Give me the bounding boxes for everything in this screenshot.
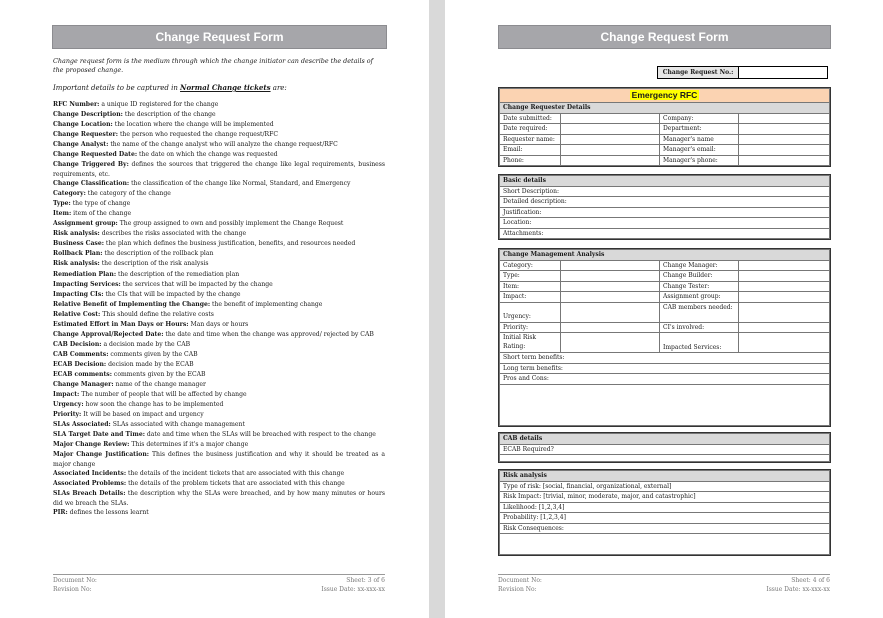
definition-item (53, 110, 385, 120)
analysis-label: Change Tester: (660, 281, 739, 292)
normal-change-link[interactable]: Normal Change tickets (180, 83, 271, 92)
definition-item (53, 179, 385, 189)
basic-header: Basic details (500, 176, 830, 187)
analysis-field[interactable] (739, 281, 830, 292)
requester-label: Phone: (500, 155, 561, 166)
analysis-label: Item: (500, 281, 561, 292)
definition-term: Change Classification: (53, 180, 130, 188)
definition-term: Change Description: (53, 111, 123, 119)
important-suffix: are: (270, 84, 287, 92)
analysis-label: Type: (500, 271, 561, 282)
cis-label: CI's involved: (660, 322, 739, 333)
urgency-label: Urgency: (500, 302, 561, 322)
requester-field[interactable] (561, 134, 660, 145)
requester-section (498, 87, 831, 167)
page-title: Change Request Form (498, 25, 831, 49)
definition-item (53, 440, 385, 450)
cis-field[interactable] (739, 322, 830, 333)
analysis-label: Change Manager: (660, 260, 739, 271)
definition-desc: SLAs associated with change management (110, 421, 245, 429)
definition-desc: the type of change (70, 200, 131, 208)
definition-term: Item: (53, 210, 72, 218)
risk-field[interactable]: Risk Consequences: (500, 523, 830, 534)
definition-desc: item of the change (71, 210, 132, 218)
definition-term: Assignment group: (53, 220, 118, 228)
definition-term: SLAs Breach Details: (53, 490, 126, 498)
important-prefix: Important details to be captured in (53, 84, 181, 92)
analysis-label: Change Builder: (660, 271, 739, 282)
definition-term: CAB Decision: (53, 340, 102, 348)
definition-item (53, 140, 385, 150)
requester-label: Requester name: (500, 134, 561, 145)
definition-item (53, 380, 385, 390)
definition-desc: The number of people that will be affected by change (79, 391, 247, 399)
definition-desc: the services that will be impacted by the change (120, 280, 273, 288)
requester-label: Email: (500, 145, 561, 156)
definition-term: Change Analyst: (53, 141, 109, 149)
definition-term: RFC Number: (53, 101, 100, 108)
page-left (0, 0, 429, 618)
definition-item (53, 259, 385, 269)
definition-desc: defines the sources that triggered the change like legal requirements, business requirements, etc. (53, 161, 385, 178)
definition-term: Impacting Services: (53, 280, 121, 288)
requester-label: Department: (660, 124, 739, 135)
definition-term: Impacting CIs: (53, 290, 104, 298)
basic-field[interactable]: Location: (500, 218, 830, 229)
short-term-benefits[interactable]: Short term benefits: (500, 353, 830, 364)
definition-item (53, 489, 385, 508)
definition-desc: The group assigned to own and possibly implement the Change Request (117, 220, 344, 228)
definition-desc: the details of the incident tickets that are associated with this change (126, 470, 345, 478)
analysis-field[interactable] (561, 292, 660, 303)
page-right (445, 0, 883, 618)
definition-term: Relative Benefit of Implementing the Change: (53, 300, 211, 308)
impacted-services-label: Impacted Services: (660, 333, 739, 353)
definition-item (53, 469, 385, 479)
definition-item (53, 239, 385, 249)
definition-term: Impact: (53, 391, 80, 399)
requester-label: Date required: (500, 124, 561, 135)
analysis-header: Change Management Analysis (500, 250, 830, 261)
definition-item (53, 479, 385, 489)
definition-term: Change Manager: (53, 381, 114, 389)
document-no: Document No: (498, 577, 542, 584)
change-request-no-label: Change Request No.: (658, 67, 739, 78)
analysis-label: Category: (500, 260, 561, 271)
definition-item (53, 420, 385, 430)
requester-field[interactable] (561, 145, 660, 156)
definition-item (53, 130, 385, 140)
risk-header: Risk analysis (500, 471, 830, 482)
definition-desc: the person who requested the change request/RFC (118, 131, 278, 139)
definition-desc: the CIs that will be impacted by the change (103, 290, 241, 298)
risk-field[interactable]: Likelihood: [1,2,3,4] (500, 502, 830, 513)
sheet-number: Sheet: 3 of 6 (346, 577, 385, 584)
basic-field[interactable]: Justification: (500, 207, 830, 218)
definition-term: Change Triggered By: (53, 161, 129, 169)
definition-desc: decision made by the ECAB (106, 360, 194, 368)
definition-term: SLA Target Date and Time: (53, 431, 145, 439)
definition-desc: the category of the change (85, 190, 171, 198)
requester-field[interactable] (561, 155, 660, 166)
risk-consequences-field[interactable] (500, 534, 830, 555)
document-no: Document No: (53, 577, 97, 584)
requester-field[interactable] (739, 155, 830, 166)
requester-field[interactable] (739, 124, 830, 135)
definition-item (53, 100, 385, 110)
requester-field[interactable] (561, 113, 660, 124)
definition-item (53, 300, 385, 310)
definition-item (53, 199, 385, 209)
analysis-field[interactable] (739, 292, 830, 303)
definition-term: Urgency: (53, 401, 84, 409)
definition-term: Associated Problems: (53, 480, 127, 488)
definition-desc: how soon the change has to be implemented (83, 401, 224, 409)
analysis-field[interactable] (739, 260, 830, 271)
definition-item (53, 229, 385, 239)
definition-desc: the description why the SLAs were breached, and by how many minutes or hours did we breach the SLAs. (53, 490, 385, 507)
requester-label: Manager's phone: (660, 155, 739, 166)
definition-desc: the location where the change will be implemented (112, 121, 274, 129)
definition-term: CAB Comments: (53, 350, 109, 358)
definition-desc: comments given by the ECAB (111, 370, 206, 378)
definition-desc: the details of the problem tickets that are associated with this change (126, 480, 345, 488)
revision-no: Revision No: (498, 586, 537, 593)
footer (53, 574, 385, 593)
sheet-number: Sheet: 4 of 6 (791, 577, 830, 584)
definition-item (53, 310, 385, 320)
definition-term: Change Requested Date: (53, 151, 138, 159)
definition-desc: It will be based on impact and urgency (81, 411, 204, 419)
cab-blank[interactable] (500, 455, 830, 462)
pros-and-cons-field[interactable] (500, 384, 830, 425)
definition-item (53, 249, 385, 259)
priority-label: Priority: (500, 322, 561, 333)
definition-term: Business Case: (53, 240, 104, 248)
requester-field[interactable] (739, 145, 830, 156)
analysis-field[interactable] (561, 281, 660, 292)
risk-field[interactable]: Type of risk: [social, financial, organizational, external] (500, 481, 830, 492)
definition-desc: This defines the business justification and why it should be treated as a major change (53, 451, 385, 468)
analysis-section (498, 248, 831, 427)
definition-item (53, 390, 385, 400)
definition-item (53, 330, 385, 340)
long-term-benefits[interactable]: Long term benefits: (500, 363, 830, 374)
definition-item (53, 410, 385, 420)
requester-field[interactable] (739, 113, 830, 124)
definition-term: SLAs Associated: (53, 421, 111, 429)
requester-label: Manager's name (660, 134, 739, 145)
ecab-required[interactable]: ECAB Required? (500, 444, 830, 455)
definition-desc: a unique ID registered for the change (99, 101, 219, 108)
definition-item (53, 370, 385, 380)
definition-item (53, 219, 385, 229)
analysis-field[interactable] (739, 271, 830, 282)
definition-desc: the plan which defines the business justification, benefits, and resources needed (103, 240, 356, 248)
priority-field[interactable] (561, 322, 660, 333)
definition-desc: the classification of the change like Normal, Standard, and Emergency (129, 180, 351, 188)
definition-term: Major Change Review: (53, 441, 130, 449)
definition-desc: the description of the rollback plan (102, 250, 214, 258)
initial-risk-field[interactable] (561, 333, 660, 353)
definition-desc: the date and time when the change was approved/ rejected by CAB (163, 330, 374, 338)
emergency-rfc-banner: Emergency RFC (500, 89, 830, 103)
initial-risk-label: Initial Risk Rating: (500, 333, 561, 353)
definition-desc: defines the lessons learnt (67, 509, 149, 517)
definition-term: Associated Incidents: (53, 470, 127, 478)
requester-header: Change Requester Details (500, 103, 830, 114)
definition-term: PIR: (53, 509, 68, 517)
basic-field[interactable]: Detailed description: (500, 197, 830, 208)
definition-desc: This determines if it's a major change (129, 441, 249, 449)
definition-item (53, 508, 385, 518)
definition-item (53, 270, 385, 280)
change-request-no (657, 66, 828, 79)
definition-term: Priority: (53, 411, 82, 419)
definition-item (53, 450, 385, 469)
change-request-no-field[interactable] (739, 67, 827, 78)
definition-item (53, 160, 385, 179)
urgency-field[interactable] (561, 302, 660, 322)
definition-item (53, 400, 385, 410)
analysis-field[interactable] (561, 271, 660, 282)
definition-term: Change Approval/Rejected Date: (53, 330, 164, 338)
risk-field[interactable]: Probability: [1,2,3,4] (500, 513, 830, 524)
basic-field[interactable]: Short Description: (500, 186, 830, 197)
definition-item (53, 430, 385, 440)
issue-date: Issue Date: xx-xxx-xx (321, 586, 385, 593)
definition-desc: This should define the relative costs (100, 310, 214, 318)
definition-desc: date and time when the SLAs will be breached with respect to the change (144, 431, 376, 439)
definition-item (53, 320, 385, 330)
analysis-field[interactable] (561, 260, 660, 271)
definition-desc: describes the risks associated with the change (99, 230, 247, 238)
definition-term: Risk analysis: (53, 260, 100, 268)
basic-section (498, 174, 831, 240)
definition-item (53, 120, 385, 130)
definition-desc: name of the change manager (113, 381, 206, 389)
requester-label: Manager's email: (660, 145, 739, 156)
definition-item (53, 360, 385, 370)
definition-desc: comments given by the CAB (108, 350, 198, 358)
definition-term: Remediation Plan: (53, 270, 117, 278)
definition-term: Relative Cost: (53, 310, 101, 318)
requester-label: Company: (660, 113, 739, 124)
intro-text: Change request form is the medium through which the change initiator can describe the details of the proposed change. (53, 57, 374, 74)
footer (498, 574, 830, 593)
cab-header: CAB details (500, 434, 830, 445)
definition-term: Change Location: (53, 121, 113, 129)
definition-term: ECAB Decision: (53, 360, 107, 368)
definition-term: Category: (53, 190, 86, 198)
definition-term: Estimated Effort in Man Days or Hours: (53, 320, 189, 328)
pros-and-cons-label: Pros and Cons: (500, 374, 830, 385)
definition-item (53, 150, 385, 160)
definition-term: Risk analysis: (53, 230, 100, 238)
definition-term: Change Requester: (53, 131, 119, 139)
requester-field[interactable] (739, 134, 830, 145)
requester-label: Date submitted: (500, 113, 561, 124)
definition-term: Type: (53, 200, 71, 208)
page-title: Change Request Form (52, 25, 387, 49)
analysis-label: Impact: (500, 292, 561, 303)
definition-desc: the benefit of implementing change (210, 300, 323, 308)
issue-date: Issue Date: xx-xxx-xx (766, 586, 830, 593)
definition-list (53, 100, 385, 518)
definition-item (53, 340, 385, 350)
basic-field[interactable]: Attachments: (500, 228, 830, 239)
definition-item (53, 350, 385, 360)
risk-field[interactable]: Risk Impact: [trivial, minor, moderate, major, and catastrophic] (500, 492, 830, 503)
definition-item (53, 290, 385, 300)
analysis-label: Assignment group: (660, 292, 739, 303)
requester-field[interactable] (561, 124, 660, 135)
cab-members-label: CAB members needed: (660, 302, 739, 322)
definition-desc: the name of the change analyst who will analyze the change request/RFC (108, 141, 338, 149)
definition-desc: the description of the remediation plan (116, 270, 240, 278)
definition-desc: the date on which the change was requested (137, 151, 278, 159)
revision-no: Revision No: (53, 586, 92, 593)
definition-term: ECAB comments: (53, 370, 112, 378)
definition-desc: a decision made by the CAB (101, 340, 191, 348)
important-heading (53, 83, 287, 92)
cab-section (498, 432, 831, 463)
definition-desc: the description of the risk analysis (99, 260, 209, 268)
definition-item (53, 280, 385, 290)
definition-desc: Man days or hours (188, 320, 249, 328)
definition-term: Major Change Justification: (53, 451, 150, 459)
definition-term: Rollback Plan: (53, 250, 103, 258)
definition-desc: the description of the change (122, 111, 216, 119)
cab-members-field[interactable] (739, 302, 830, 322)
definition-item (53, 189, 385, 199)
risk-section (498, 469, 831, 556)
definition-item (53, 209, 385, 219)
impacted-services-field[interactable] (739, 333, 830, 353)
